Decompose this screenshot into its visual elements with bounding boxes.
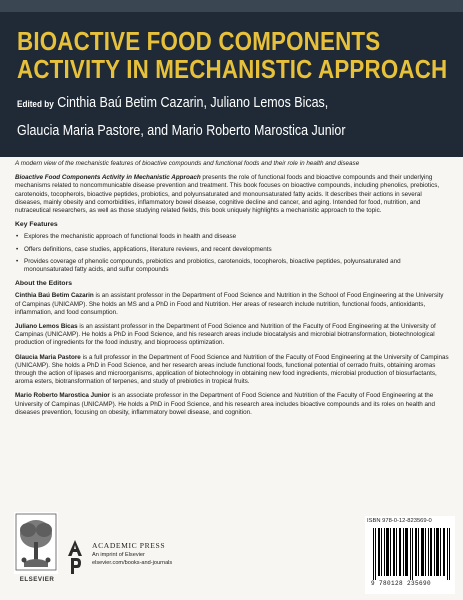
edited-by-label: Edited by (17, 99, 54, 110)
key-features-list (15, 233, 449, 274)
description-book-title: Bioactive Food Components Activity in Mechanistic Approach (15, 174, 201, 182)
key-feature-item: • Offers definitions, case studies, applications, literature reviews, and recent developments (15, 246, 449, 254)
editor-bio (15, 392, 449, 417)
top-accent-bar (0, 0, 463, 12)
editor-bio (15, 354, 449, 387)
editor-bio (15, 292, 449, 317)
publisher-block (92, 541, 262, 567)
editor-bio-text: is an assistant professor in the Department of Food Science and Nutrition of the Faculty of Food Engineering at the University of Campinas (UNICAMP). He holds a PhD in Food Science, and his research areas include biocatalysis and microbial biotransformation, biotechnological production of ingredients for the food industry, and bioprocess optimization. (15, 323, 436, 347)
book-title-line-2: ACTIVITY IN MECHANISTIC APPROACH (17, 54, 448, 84)
elsevier-label: ELSEVIER (19, 576, 55, 583)
book-title-line-1: BIOACTIVE FOOD COMPONENTS (17, 26, 381, 56)
key-feature-item: • Provides coverage of phenolic compounds, prebiotics and probiotics, carotenoids, tocopherols, bioactive peptides, polyunsaturated and monounsaturated fatty acids, and sulfur compounds (15, 258, 449, 274)
publisher-imprint: An imprint of Elsevier (92, 552, 145, 558)
barcode-number: 9 780128 235690 (371, 580, 432, 587)
editor-bio-text: is an associate professor in the Department of Food Science and Nutrition of the Faculty of Food Engineering at the University of Campinas (UNICAMP). He holds a PhD in Food Science, and his research area includes bioactive compounds and its roles on health and diseases prevention, focusing on obesity, inflammatory bowel disease, and cognition. (15, 392, 436, 416)
editors-credit (17, 90, 346, 144)
book-title (17, 27, 447, 83)
about-editors-heading: About the Editors (15, 280, 73, 288)
editor-bio-name: Cinthia Baú Betim Cazarin (15, 292, 94, 300)
key-features-heading: Key Features (15, 221, 58, 229)
description-paragraph (15, 174, 449, 215)
editor-bio-text: is a full professor in the Department of Food Science and Nutrition of the Faculty of Food Engineering at the University of Campinas (UNICAMP). She holds a PhD in Food Science, and her research areas include functional foods, functional potential of cerrado fruits, obtaining aromas through the action of lipases and microorganisms, application of biotechnology in obtaining new food ingredients, microbial production of biosurfactants, aroma esters, biotransformation of terpenes, and study of prebiotics in tropical fruits. (15, 353, 449, 386)
publisher-name: ACADEMIC PRESS (92, 541, 166, 550)
editor-bio-name: Mario Roberto Marostica Junior (15, 392, 110, 400)
isbn-text: ISBN 978-0-12-823569-0 (367, 518, 432, 524)
key-feature-item: • Explores the mechanistic approach of functional foods in health and disease (15, 233, 449, 241)
editors-line-1 (17, 90, 346, 118)
editor-bio-text: is an assistant professor in the Department of Food Science and Nutrition in the School of Food Engineering at the University of Campinas (UNICAMP). She holds an MS and a PhD in Food and Nutrition. Her areas of research include nutrition, functional foods, antioxidants, inflammation, and food consumption. (15, 292, 444, 316)
elsevier-tree-logo-icon (14, 512, 58, 574)
back-cover-text (15, 160, 449, 423)
editor-bio (15, 323, 449, 348)
editor-bio-name: Glaucia Maria Pastore (15, 353, 81, 361)
editors-line-2: Glaucia Maria Pastore, and Mario Roberto Marostica Junior (17, 123, 346, 139)
academic-press-logo-icon (66, 538, 84, 576)
barcode-panel (365, 516, 455, 594)
description-text: presents the role of functional foods and bioactive compounds and their underlying mechanisms related to noncommunicable disease prevention and treatment. This book focuses on bioactive compounds, including phenolics, prebiotics, carotenoids, tocopherols, bioactive peptides, probiotics, and polyunsaturated and monounsaturated fatty acids. It describes their actions in several diseases, mainly obesity and comorbidities, inflammatory bowel disease, cognitive decline and cancer, and aging. Intended for food, nutrition, and nutraceutical researchers, as well as those studying related fields, this book uniquely highlights a mechanistic approach to the topic. (15, 174, 440, 215)
barcode-icon (373, 528, 453, 580)
publisher-url[interactable]: elsevier.com/books-and-journals (92, 560, 173, 566)
header-band (0, 0, 463, 157)
tagline: A modern view of the mechanistic features of bioactive compounds and functional foods and their role in health and disease (15, 160, 360, 167)
editors-names-1: Cinthia Baú Betim Cazarin, Juliano Lemos Bicas, (57, 95, 329, 111)
editor-bio-name: Juliano Lemos Bicas (15, 323, 78, 331)
